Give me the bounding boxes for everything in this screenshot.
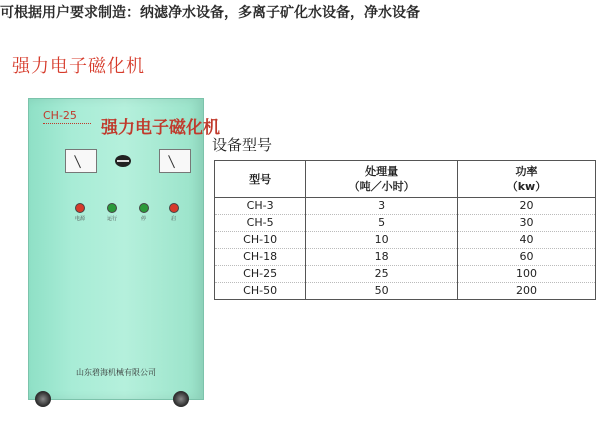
- power-light: [75, 203, 85, 213]
- start-light: [169, 203, 179, 213]
- table-cell: CH-3: [215, 198, 306, 215]
- table-cell: CH-50: [215, 283, 306, 300]
- table-cell: CH-10: [215, 232, 306, 249]
- right-wheel: [173, 391, 189, 407]
- col-header-capacity: 处理量 （吨／小时）: [306, 161, 458, 198]
- table-cell: 5: [306, 215, 458, 232]
- table-cell: 20: [457, 198, 595, 215]
- spec-table-header-row: [215, 161, 596, 198]
- table-cell: CH-18: [215, 249, 306, 266]
- product-title: 强力电子磁化机: [12, 56, 145, 77]
- header-text: 可根据用户要求制造：纳滤净水设备，多离子矿化水设备，净水设备: [0, 5, 420, 21]
- machine-model-label: CH-25: [43, 109, 77, 122]
- start-light-label: 启: [171, 216, 177, 222]
- table-row: [215, 198, 596, 215]
- stop-light: [139, 203, 149, 213]
- table-cell: 30: [457, 215, 595, 232]
- run-light: [107, 203, 117, 213]
- machine-name-label: 强力电子磁化机: [101, 118, 220, 138]
- table-cell: 3: [306, 198, 458, 215]
- table-row: [215, 249, 596, 266]
- machine-company-label: 山东碧海机械有限公司: [76, 368, 156, 377]
- table-cell: 100: [457, 266, 595, 283]
- table-cell: 18: [306, 249, 458, 266]
- table-row: [215, 266, 596, 283]
- control-knob: [115, 155, 131, 167]
- power-light-label: 电源: [75, 216, 86, 222]
- table-cell: 60: [457, 249, 595, 266]
- table-row: [215, 232, 596, 249]
- run-light-label: 运行: [107, 216, 118, 222]
- spec-heading: 设备型号: [212, 136, 273, 154]
- table-cell: 10: [306, 232, 458, 249]
- col-header-power: 功率 （kw）: [457, 161, 595, 198]
- stop-light-label: 停: [141, 216, 147, 222]
- machine-nameplate: [33, 107, 220, 139]
- machine-model-underline: [43, 123, 91, 132]
- table-cell: CH-5: [215, 215, 306, 232]
- machine-image: [28, 98, 220, 400]
- voltmeter-gauge: [159, 149, 191, 173]
- table-cell: 50: [306, 283, 458, 300]
- table-cell: 25: [306, 266, 458, 283]
- table-cell: 200: [457, 283, 595, 300]
- col-header-model: 型号: [215, 161, 306, 198]
- table-cell: 40: [457, 232, 595, 249]
- left-wheel: [35, 391, 51, 407]
- spec-table: [214, 160, 596, 300]
- table-row: [215, 215, 596, 232]
- table-row: [215, 283, 596, 300]
- ammeter-gauge: [65, 149, 97, 173]
- table-cell: CH-25: [215, 266, 306, 283]
